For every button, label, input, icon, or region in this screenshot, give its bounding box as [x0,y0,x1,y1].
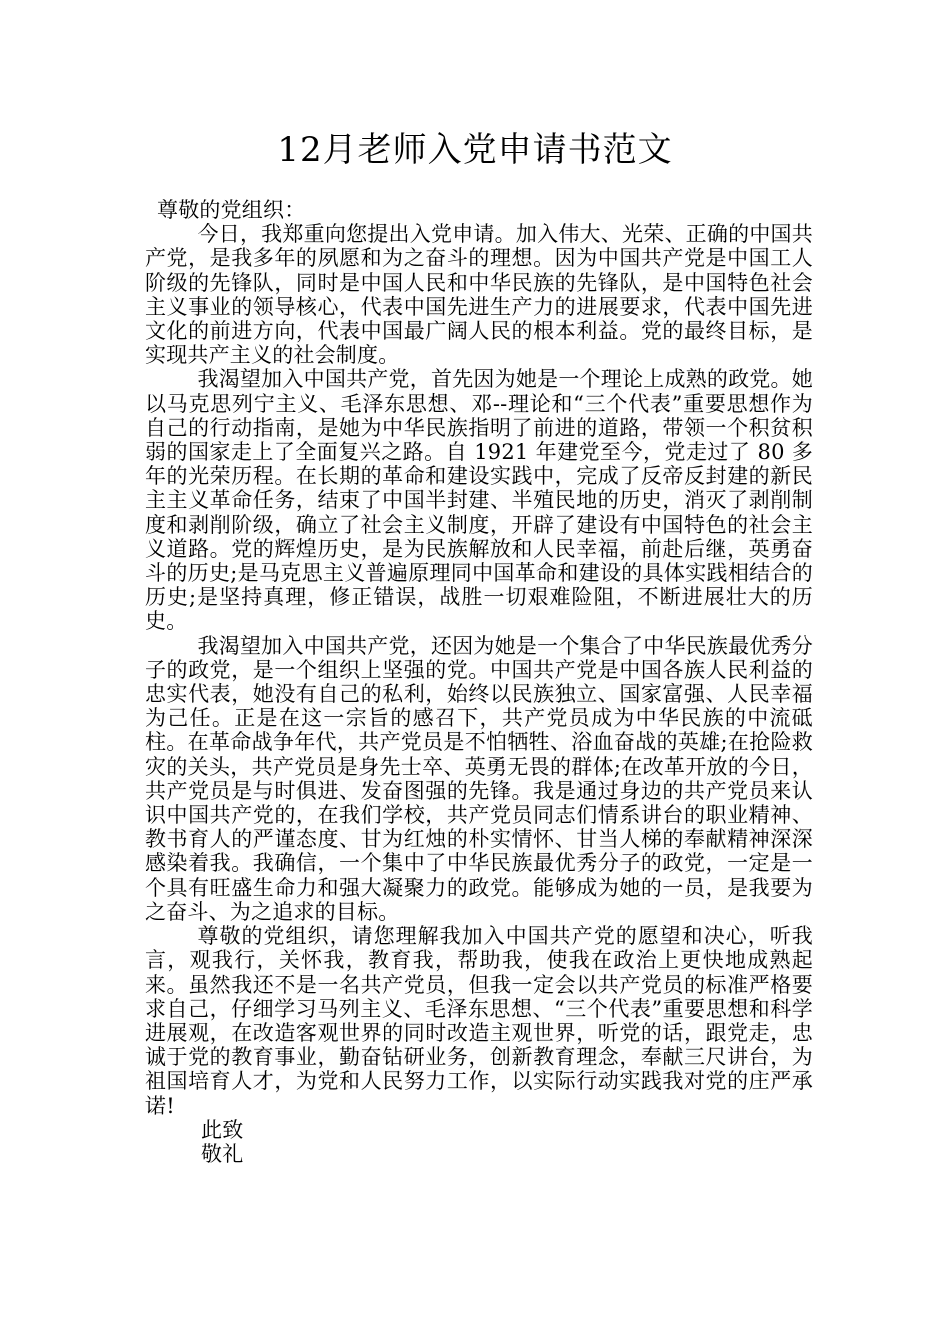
document-title: 12月老师入党申请书范文 [277,130,673,170]
closing-regards-line-1: 此致 [201,1117,244,1142]
document-body [145,198,813,1166]
paragraph-3: 我渴望加入中国共产党，还因为她是一个集合了中华民族最优秀分子的政党，是一个组织上坚强的党。中国共产党是中国各族人民利益的忠实代表，她没有自己的私利，始终以民族独立、国家富强、人民幸福为己任。正是在这一宗旨的感召下，共产党员成为中华民族的中流砥柱。在革命战争年代，共产党员是不怕牺牲、浴血奋战的英雄;在抢险救灾的关头，共产党员是身先士卒、英勇无畏的群体;在改革开放的今日，共产党员是与时俱进、发奋图强的先锋。我是通过身边的共产党员来认识中国共产党的，在我们学校，共产党员同志们情系讲台的职业精神、教书育人的严谨态度、甘为红烛的朴实情怀、甘当人梯的奉献精神深深感染着我。我确信，一个集中了中华民族最优秀分子的政党，一定是一个具有旺盛生命力和强大凝聚力的政党。能够成为她的一员，是我要为之奋斗、为之追求的目标。 [145,633,813,924]
paragraph-1: 今日，我郑重向您提出入党申请。加入伟大、光荣、正确的中国共产党，是我多年的夙愿和为之奋斗的理想。因为中国共产党是中国工人阶级的先锋队，同时是中国人民和中华民族的先锋队，是中国特色社会主义事业的领导核心，代表中国先进生产力的进展要求，代表中国先进文化的前进方向，代表中国最广阔人民的根本利益。党的最终目标，是实现共产主义的社会制度。 [145,222,813,368]
paragraph-4: 尊敬的党组织，请您理解我加入中国共产党的愿望和决心，听我言，观我行，关怀我，教育我，帮助我，使我在政治上更快地成熟起来。虽然我还不是一名共产党员，但我一定会以共产党员的标准严格要求自己，仔细学习马列主义、毛泽东思想、“三个代表”重要思想和科学进展观，在改造客观世界的同时改造主观世界，听党的话，跟党走，忠诚于党的教育事业，勤奋钻研业务，创新教育理念，奉献三尺讲台，为祖国培育人才，为党和人民努力工作，以实际行动实践我对党的庄严承诺! [145,924,813,1118]
salutation: 尊敬的党组织： [157,198,306,222]
paragraph-2: 我渴望加入中国共产党，首先因为她是一个理论上成熟的政党。她以马克思列宁主义、毛泽东思想、邓--理论和“三个代表”重要思想作为自己的行动指南，是她为中华民族指明了前进的道路，带领一个积贫积弱的国家走上了全面复兴之路。自 1921 年建党至今，党走过了 80 多年的光荣历程。在长期的革命和建设实践中，完成了反帝反封建的新民主主义革命任务，结束了中国半封建、半殖民地的历史，消灭了剥削制度和剥削阶级，确立了社会主义制度，开辟了建设有中国特色的社会主义道路。党的辉煌历史，是为民族解放和人民幸福，前赴后继，英勇奋斗的历史;是马克思主义普遍原理同中国革命和建设的具体实践相结合的历史;是坚持真理，修正错误，战胜一切艰难险阻，不断进展壮大的历史。 [145,367,813,634]
closing-regards-line-2: 敬礼 [201,1141,244,1166]
